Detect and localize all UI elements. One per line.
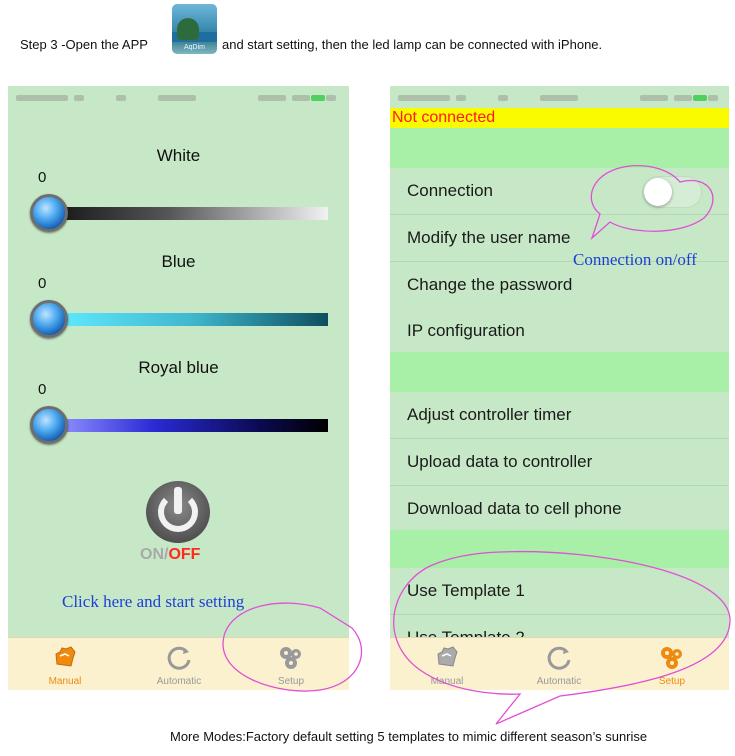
connection-highlight-bubble: [591, 166, 713, 238]
slider-title-blue: Blue: [161, 252, 196, 271]
tab-label-setup: Setup: [658, 676, 686, 687]
slider-title-white: White: [156, 146, 201, 165]
row-label: Connection: [407, 181, 494, 200]
slider-value-blue: 0: [38, 275, 47, 292]
row-label: IP configuration: [407, 321, 525, 340]
footer-caption: More Modes:Factory default setting 5 templates to mimic different season’s sunrise: [170, 729, 648, 744]
step-instruction-prefix: Step 3 -Open the APP: [20, 37, 148, 52]
step-instruction-suffix: and start setting, then the led lamp can be connected with iPhone.: [222, 37, 603, 52]
slider-title-royal-blue: Royal blue: [138, 358, 219, 377]
tab-label-automatic: Automatic: [536, 676, 582, 687]
row-label: Download data to cell phone: [407, 499, 622, 518]
row-label: Use Template 1: [407, 581, 525, 600]
callout-connection: Connection on/off: [573, 250, 697, 269]
templates-highlight-bubble: [394, 552, 730, 724]
setup-highlight-bubble: [223, 603, 362, 691]
row-label: Upload data to controller: [407, 452, 593, 471]
app-icon-label: AqDim: [183, 44, 205, 51]
tab-label-automatic: Automatic: [156, 676, 202, 687]
off-label: OFF: [168, 546, 201, 563]
tab-label-setup: Setup: [277, 676, 305, 687]
row-label: Change the password: [407, 275, 573, 294]
tab-label-manual: Manual: [430, 676, 464, 687]
slider-value-royal-blue: 0: [38, 381, 47, 398]
tab-label-manual: Manual: [48, 676, 82, 687]
callout-start-setting: Click here and start setting: [62, 592, 245, 611]
row-label: Adjust controller timer: [407, 405, 572, 424]
connection-status-text: Not connected: [392, 109, 496, 126]
row-label: Modify the user name: [407, 228, 571, 247]
on-label: ON/: [140, 546, 169, 563]
slider-value-white: 0: [38, 169, 47, 186]
